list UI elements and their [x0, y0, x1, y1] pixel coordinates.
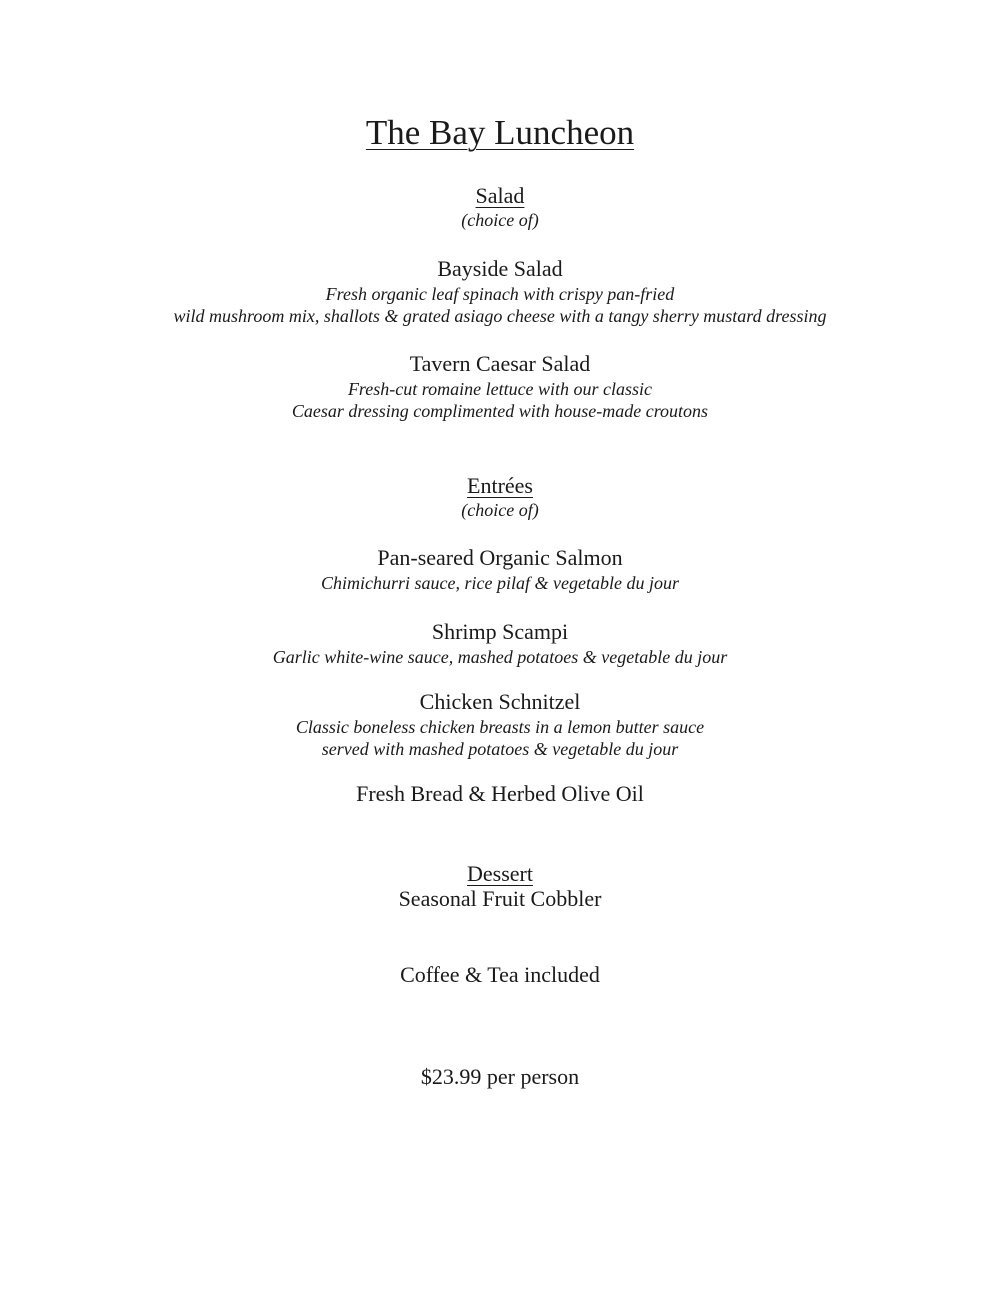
salad-choice-note: (choice of) — [461, 210, 539, 230]
dish-desc-tavern-caesar-line-2: Caesar dressing complimented with house-made croutons — [291, 401, 709, 421]
dish-desc-chicken-schnitzel-line-1: Classic boneless chicken breasts in a lemon butter sauce — [295, 717, 705, 737]
entrees-choice-note: (choice of) — [461, 500, 539, 520]
dish-name-chicken-schnitzel: Chicken Schnitzel — [419, 689, 581, 714]
menu-title: The Bay Luncheon — [365, 113, 635, 152]
salad-heading: Salad — [475, 183, 525, 208]
dish-name-bayside-salad: Bayside Salad — [437, 256, 563, 281]
dish-name-salmon: Pan-seared Organic Salmon — [377, 545, 623, 570]
dish-name-tavern-caesar-salad: Tavern Caesar Salad — [409, 351, 591, 376]
dish-desc-chicken-schnitzel-line-2: served with mashed potatoes & vegetable du jour — [321, 739, 679, 759]
entrees-heading: Entrées — [467, 473, 533, 498]
dish-desc-bayside-salad-line-2: wild mushroom mix, shallots & grated asiago cheese with a tangy sherry mustard dressing — [173, 306, 827, 326]
bread-and-oil: Fresh Bread & Herbed Olive Oil — [356, 781, 644, 806]
dish-name-shrimp-scampi: Shrimp Scampi — [431, 619, 569, 644]
beverages-note: Coffee & Tea included — [400, 962, 600, 987]
dish-desc-tavern-caesar-line-1: Fresh-cut romaine lettuce with our classic — [347, 379, 653, 399]
dessert-heading: Dessert — [467, 861, 533, 886]
dish-desc-bayside-salad-line-1: Fresh organic leaf spinach with crispy pan-fried — [325, 284, 675, 304]
dish-desc-shrimp-scampi: Garlic white-wine sauce, mashed potatoes & vegetable du jour — [272, 647, 728, 667]
dessert-item: Seasonal Fruit Cobbler — [398, 886, 602, 911]
price-per-person: $23.99 per person — [420, 1064, 580, 1089]
dish-desc-salmon: Chimichurri sauce, rice pilaf & vegetable du jour — [321, 573, 679, 593]
